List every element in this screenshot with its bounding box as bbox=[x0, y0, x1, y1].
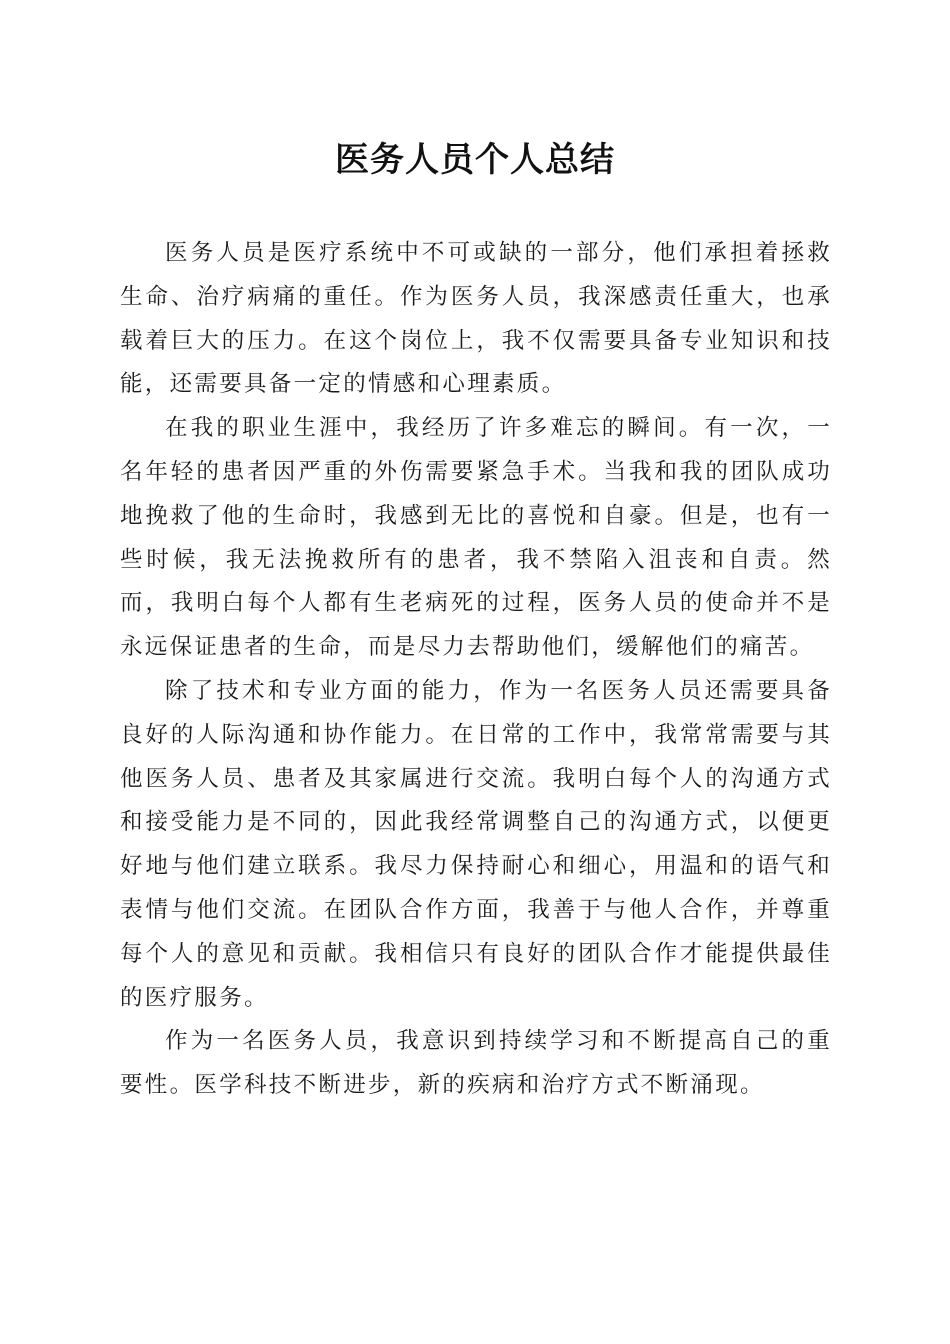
paragraph-1: 医务人员是医疗系统中不可或缺的一部分，他们承担着拯救生命、治疗病痛的重任。作为医务人员，我深感责任重大，也承载着巨大的压力。在这个岗位上，我不仅需要具备专业知识和技能，还需要具备一定的情感和心理素质。 bbox=[120, 240, 832, 398]
paragraph-2: 在我的职业生涯中，我经历了许多难忘的瞬间。有一次，一名年轻的患者因严重的外伤需要紧急手术。当我和我的团队成功地挽救了他的生命时，我感到无比的喜悦和自豪。但是，也有一些时候，我无法挽救所有的患者，我不禁陷入沮丧和自责。然而，我明白每个人都有生老病死的过程，医务人员的使命并不是永远保证患者的生命，而是尽力去帮助他们，缓解他们的痛苦。 bbox=[120, 415, 832, 661]
document-body bbox=[120, 232, 832, 1108]
paragraph-3: 除了技术和专业方面的能力，作为一名医务人员还需要具备良好的人际沟通和协作能力。在日常的工作中，我常常需要与其他医务人员、患者及其家属进行交流。我明白每个人的沟通方式和接受能力是不同的，因此我经常调整自己的沟通方式，以便更好地与他们建立联系。我尽力保持耐心和细心，用温和的语气和表情与他们交流。在团队合作方面，我善于与他人合作，并尊重每个人的意见和贡献。我相信只有良好的团队合作才能提供最佳的医疗服务。 bbox=[120, 677, 832, 1011]
document-title: 医务人员个人总结 bbox=[335, 140, 615, 180]
paragraph-4: 作为一名医务人员，我意识到持续学习和不断提高自己的重要性。医学科技不断进步，新的疾病和治疗方式不断涌现。 bbox=[120, 1028, 832, 1099]
